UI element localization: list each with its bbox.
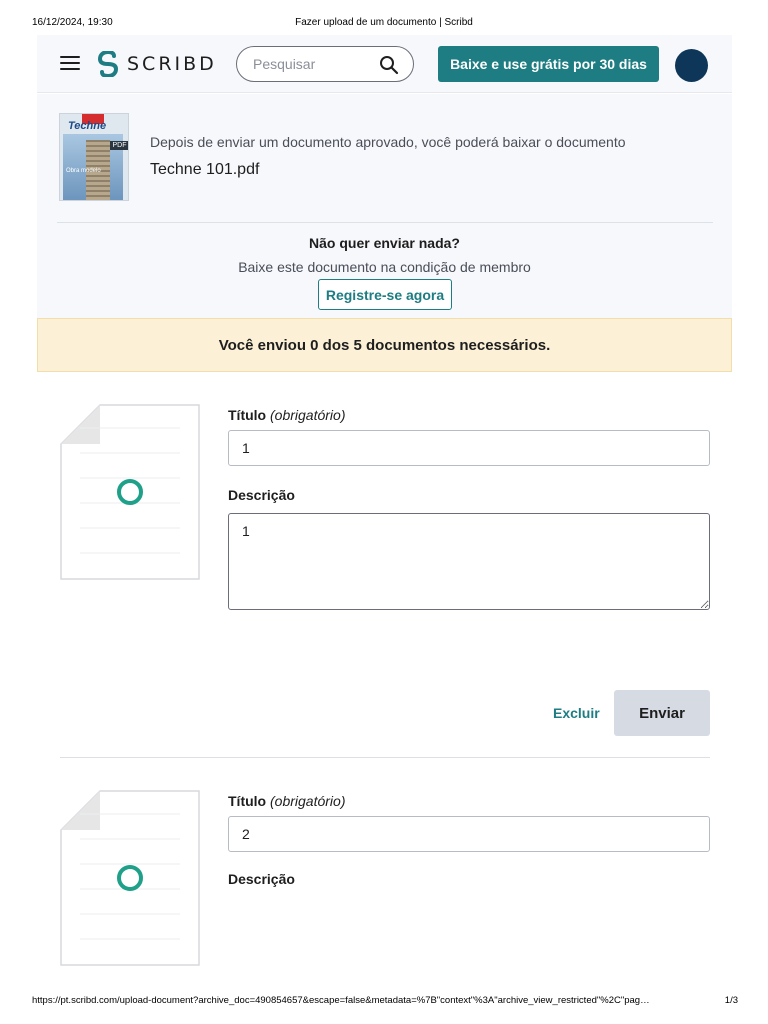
divider (57, 222, 713, 223)
send-button[interactable]: Enviar (614, 690, 710, 736)
document-panel (37, 94, 732, 318)
thumbnail-masthead: Techne (68, 120, 107, 132)
register-button[interactable]: Registre-se agora (318, 279, 452, 310)
print-url: https://pt.scribd.com/upload-document?archive_doc=490854657&escape=false&metadata=%7B"context"%3A"archive_view_restricted"%2C"pag… (32, 995, 650, 1006)
hamburger-icon[interactable] (60, 56, 80, 72)
thumbnail-caption: Obra modelo (66, 168, 101, 174)
print-date: 16/12/2024, 19:30 (32, 17, 113, 28)
item-divider (60, 757, 710, 758)
description-textarea[interactable] (228, 513, 710, 610)
upload-progress-banner: Você enviou 0 dos 5 documentos necessários. (37, 318, 732, 372)
delete-link[interactable]: Excluir (553, 705, 600, 721)
title-label: Título (obrigatório) (228, 793, 346, 809)
title-input[interactable] (228, 430, 710, 466)
description-label: Descrição (228, 487, 295, 503)
print-page-number: 1/3 (724, 995, 738, 1006)
document-note: Depois de enviar um documento aprovado, você poderá baixar o documento (150, 134, 626, 150)
free-trial-button[interactable]: Baixe e use grátis por 30 dias (438, 46, 659, 82)
print-title: Fazer upload de um documento | Scribd (295, 17, 473, 28)
cta-title: Não quer enviar nada? (309, 235, 460, 251)
scribd-logo-icon (97, 51, 119, 77)
search-input[interactable] (253, 47, 373, 81)
user-avatar[interactable] (675, 49, 708, 82)
pdf-badge: PDF (110, 141, 129, 150)
title-input[interactable] (228, 816, 710, 852)
search-icon[interactable] (379, 55, 399, 75)
cta-subtitle: Baixe este documento na condição de membro (238, 259, 531, 275)
document-page-icon (60, 404, 200, 580)
upload-item (60, 404, 710, 704)
print-header (0, 17, 768, 31)
scribd-logo[interactable] (97, 50, 217, 78)
upload-item (60, 790, 710, 970)
document-page-icon (60, 790, 200, 966)
document-name: Techne 101.pdf (150, 161, 260, 178)
logo-text: SCRIBD (127, 53, 217, 75)
document-thumbnail (59, 113, 129, 201)
description-label: Descrição (228, 871, 295, 887)
top-navigation (37, 35, 732, 93)
title-label: Título (obrigatório) (228, 407, 346, 423)
search-box (236, 46, 414, 82)
